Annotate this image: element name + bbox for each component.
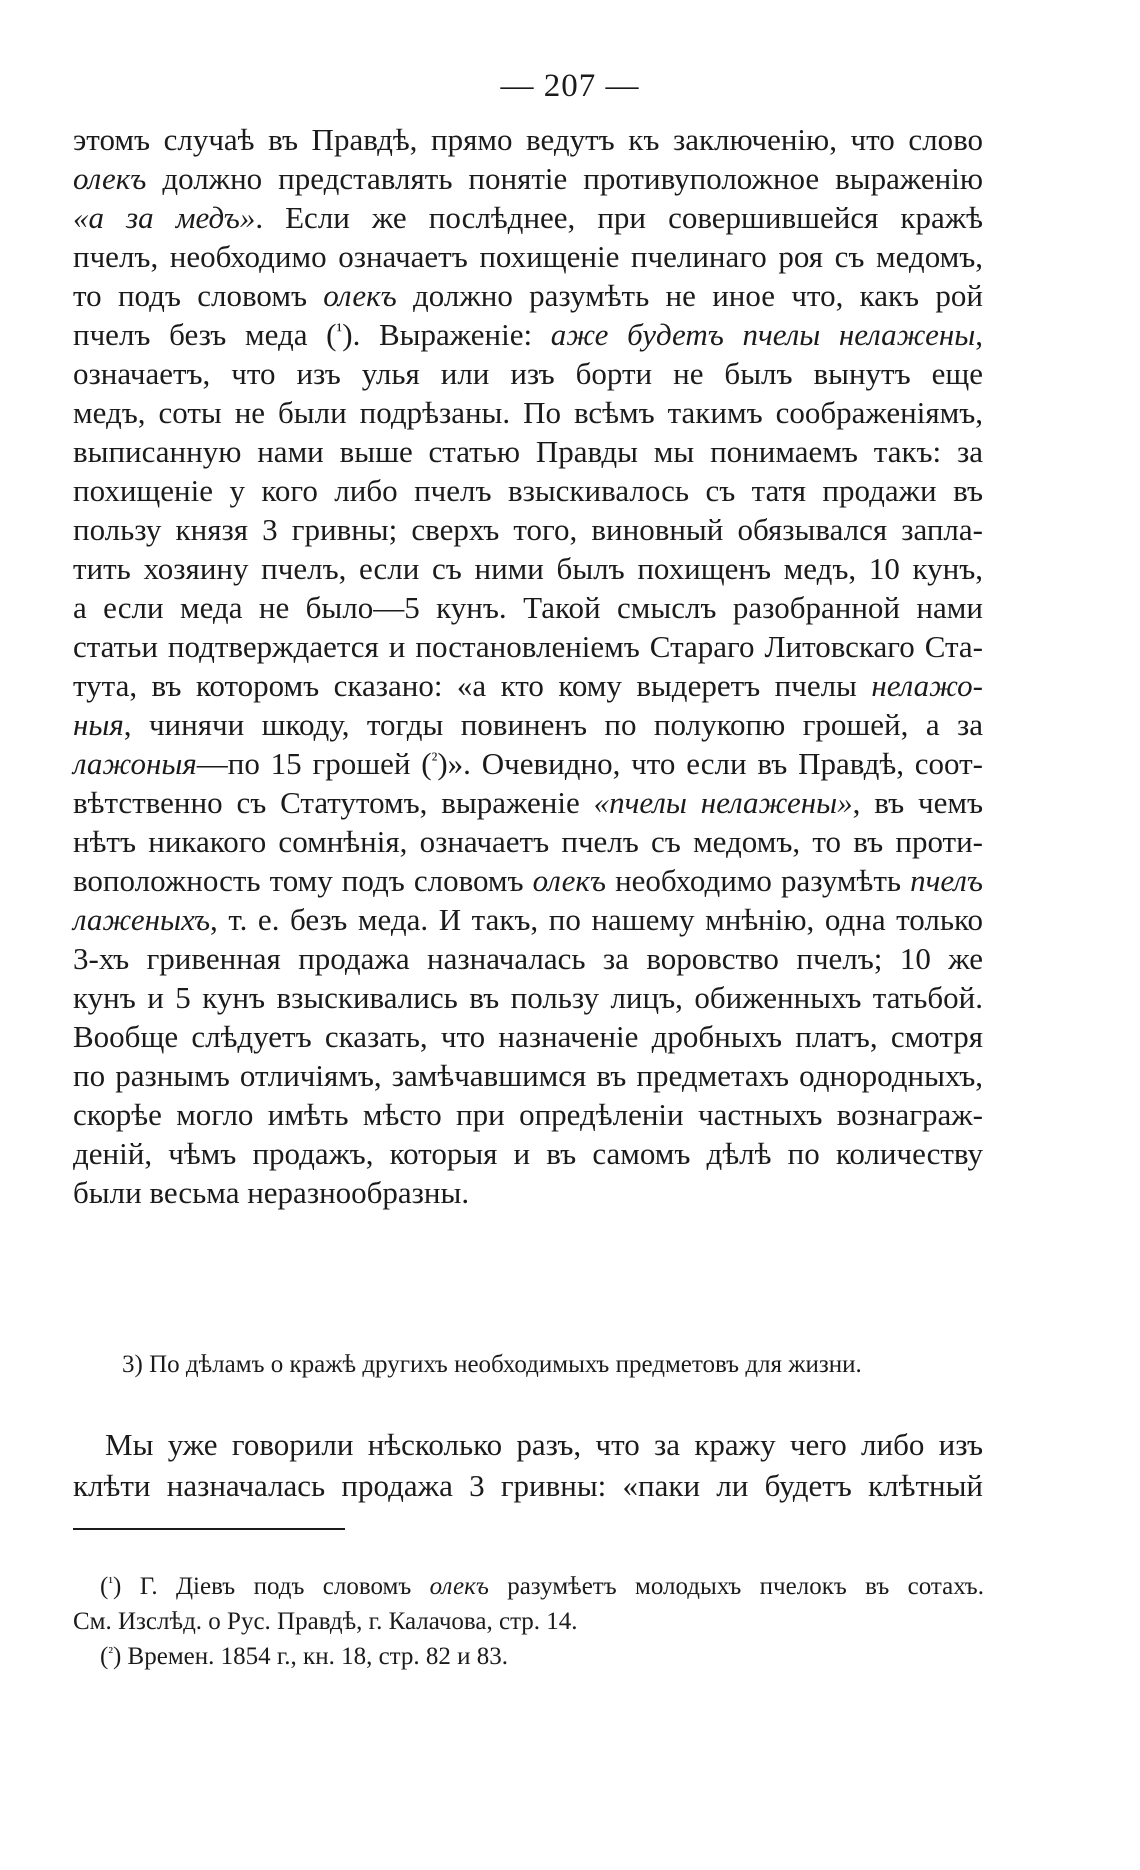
italic-term: олекъ xyxy=(73,161,147,196)
footnote-line: ($^{^2}$) Времен. 1854 г., кн. 18, стр. 82 и 83. xyxy=(100,1643,509,1670)
italic-quote: нелажо- xyxy=(871,668,983,703)
italic-term: олекъ xyxy=(532,863,607,898)
body-line: этомъ случаѣ въ Правдѣ, прямо ведутъ къ заключенію, что слово xyxy=(73,122,983,157)
body-line: деній, чѣмъ продажъ, которыя и въ самомъ дѣлѣ по количеству xyxy=(73,1136,983,1171)
italic-quote: «пчелы нелажены» xyxy=(593,785,853,820)
body-line: были весьма неразнообразны. xyxy=(73,1175,470,1210)
body-line: лаженыхъ, т. е. безъ меда. И такъ, по нашему мнѣнію, одна только xyxy=(73,902,983,937)
section-line: клѣти назначалась продажа 3 гривны: «паки ли будетъ клѣтный xyxy=(73,1468,983,1503)
footnote-ref: ² xyxy=(431,749,438,771)
body-line: то подъ словомъ олекъ должно разумѣть не иное что, какъ рой xyxy=(73,278,983,313)
italic-term: пчелъ xyxy=(910,863,983,898)
body-line: «а за медъ». Если же послѣднее, при совершившейся кражѣ xyxy=(73,200,983,235)
body-line: означаетъ, что изъ улья или изъ борти не былъ вынутъ еще xyxy=(73,356,983,391)
section-heading: 3) По дѣламъ о кражѣ другихъ необходимыхъ предметовъ для жизни. xyxy=(122,1351,862,1378)
italic-quote: лажоныя xyxy=(73,746,197,781)
italic-quote: аже будетъ пчелы нелажены xyxy=(550,317,976,352)
page-number: — 207 — xyxy=(500,68,640,104)
body-line: по разнымъ отличіямъ, замѣчавшимся въ предметахъ однородныхъ, xyxy=(73,1058,983,1093)
body-line: воположность тому подъ словомъ олекъ необходимо разумѣть пчелъ xyxy=(73,863,983,898)
italic-term: олекъ xyxy=(429,1573,489,1600)
body-line: олекъ должно представлять понятіе противуположное выраженію xyxy=(73,161,983,196)
body-line: кунъ и 5 кунъ взыскивались въ пользу лицъ, обиженныхъ татьбой. xyxy=(73,980,983,1015)
body-line: пользу князя 3 гривны; сверхъ того, виновный обязывался запла- xyxy=(73,512,983,547)
body-line: лажоныя—по 15 грошей ($^{^2}$)». Очевидно, что если въ Правдѣ, соот- xyxy=(73,746,983,781)
body-line: выписанную нами выше статью Правды мы понимаемъ такъ: за xyxy=(73,434,983,469)
body-line: тить хозяину пчелъ, если съ ними былъ похищенъ медъ, 10 кунъ, xyxy=(73,551,983,586)
body-line: нѣтъ никакого сомнѣнія, означаетъ пчелъ съ медомъ, то въ проти- xyxy=(73,824,983,859)
footnote-marker: ² xyxy=(108,1644,113,1662)
italic-term: лаженыхъ xyxy=(73,902,211,937)
body-line: скорѣе могло имѣть мѣсто при опредѣленіи частныхъ вознаграж- xyxy=(73,1097,983,1132)
body-line: а если меда не было—5 кунъ. Такой смыслъ разобранной нами xyxy=(73,590,983,625)
body-line: вѣтственно съ Статутомъ, выраженіе «пчелы нелажены», въ чемъ xyxy=(73,785,983,820)
italic-quote: ныя xyxy=(73,707,124,742)
footnote-rule xyxy=(73,1528,345,1530)
body-line: Вообще слѣдуетъ сказать, что назначеніе дробныхъ платъ, смотря xyxy=(73,1019,983,1054)
body-line: медъ, соты не были подрѣзаны. По всѣмъ такимъ соображеніямъ, xyxy=(73,395,983,430)
footnote-marker: ¹ xyxy=(108,1574,113,1592)
section-line: Мы уже говорили нѣсколько разъ, что за кражу чего либо изъ xyxy=(105,1427,983,1462)
footnote-ref: ¹ xyxy=(336,320,343,342)
body-line: 3-хъ гривенная продажа назначалась за воровство пчелъ; 10 же xyxy=(73,941,983,976)
body-line: пчелъ, необходимо означаетъ похищеніе пчелинаго роя съ медомъ, xyxy=(73,239,983,274)
footnote-line: ($^{^1}$) Г. Діевъ подъ словомъ олекъ разумѣетъ молодыхъ пчелокъ въ сотахъ. xyxy=(100,1573,984,1600)
body-line: ныя, чинячи шкоду, тогды повиненъ по полукопю грошей, а за xyxy=(73,707,983,742)
body-line: тута, въ которомъ сказано: «а кто кому выдеретъ пчелы нелажо- xyxy=(73,668,983,703)
body-line: пчелъ безъ меда ($^{^1}$). Выраженіе: аже будетъ пчелы нелажены, xyxy=(73,317,983,352)
footnote-line: См. Изслѣд. о Рус. Правдѣ, г. Калачова, стр. 14. xyxy=(73,1608,578,1635)
body-line: похищеніе у кого либо пчелъ взыскивалось съ татя продажи въ xyxy=(73,473,983,508)
body-line: статьи подтверждается и постановленіемъ Стараго Литовскаго Ста- xyxy=(73,629,983,664)
italic-quote: «а за медъ» xyxy=(73,200,256,235)
italic-term: олекъ xyxy=(323,278,397,313)
